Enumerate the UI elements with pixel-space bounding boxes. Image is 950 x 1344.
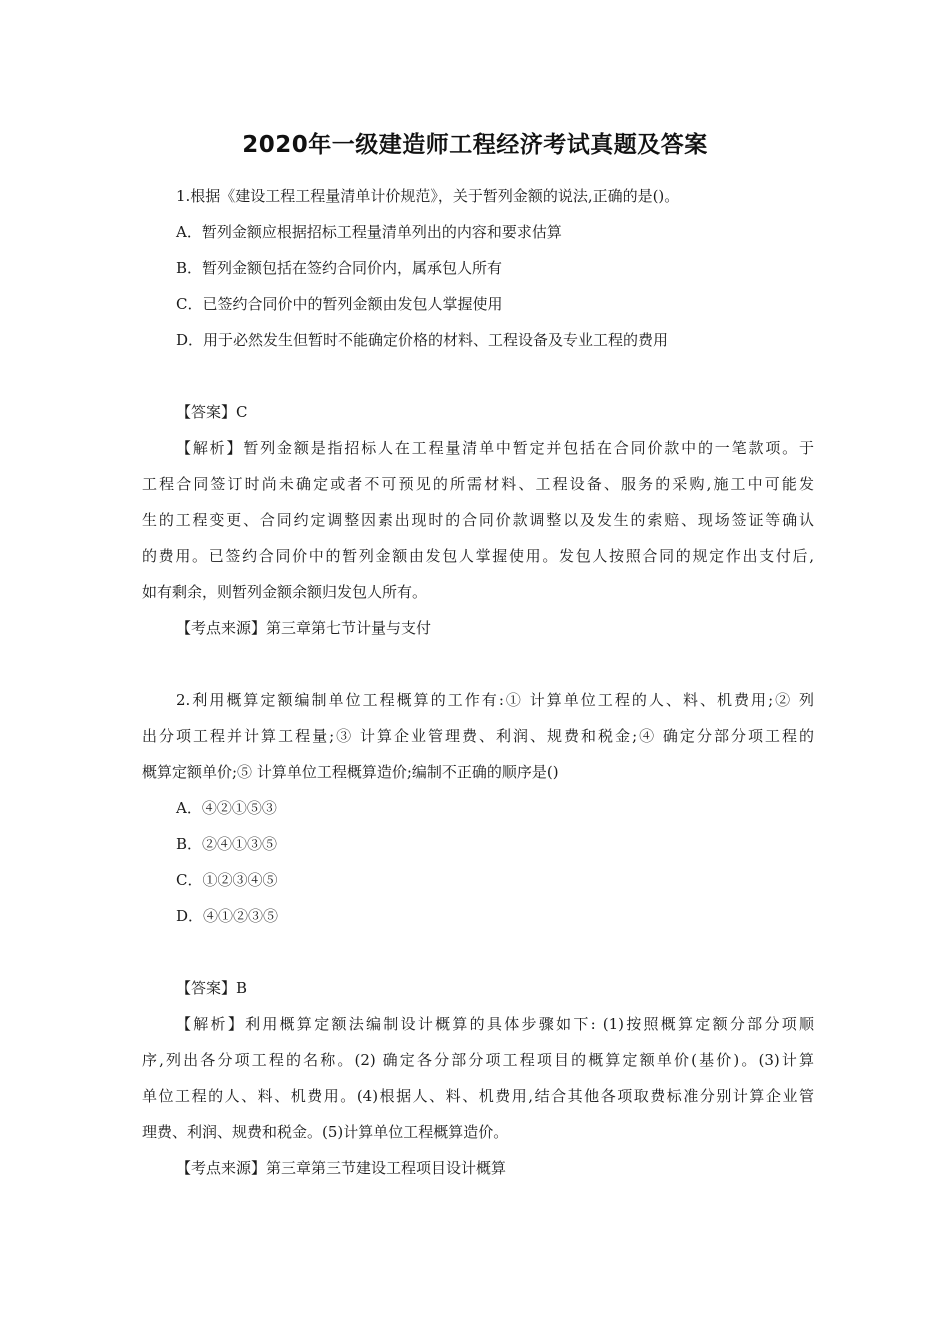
- q1-option-a: A．暂列金额应根据招标工程量清单列出的内容和要求估算: [176, 223, 562, 241]
- q2-analysis-line: 单位工程的人、料、机费用。(4)根据人、料、机费用,结合其他各项取费标准分别计算企业管: [142, 1087, 814, 1105]
- q2-answer: 【答案】B: [176, 979, 248, 997]
- q1-option-c: C．已签约合同价中的暂列金额由发包人掌握使用: [176, 295, 503, 313]
- q2-option-c: C．①②③④⑤: [176, 871, 278, 889]
- q1-source: 【考点来源】第三章第七节计量与支付: [176, 619, 432, 637]
- q2-option-d: D．④①②③⑤: [176, 907, 279, 925]
- q1-answer: 【答案】C: [176, 403, 248, 421]
- q1-option-b: B．暂列金额包括在签约合同价内，属承包人所有: [176, 259, 503, 277]
- q2-stem-line: 概算定额单价;⑤ 计算单位工程概算造价;编制不正确的顺序是(): [142, 763, 559, 781]
- q2-option-a: A．④②①⑤③: [176, 799, 277, 817]
- q1-analysis-line: 生的工程变更、合同约定调整因素出现时的合同价款调整以及发生的索赔、现场签证等确认: [142, 511, 814, 529]
- q2-source: 【考点来源】第三章第三节建设工程项目设计概算: [176, 1159, 507, 1177]
- q1-analysis-line: 如有剩余，则暂列金额余额归发包人所有。: [142, 583, 428, 601]
- q1-analysis-line: 的费用。已签约合同价中的暂列金额由发包人掌握使用。发包人按照合同的规定作出支付后,: [142, 547, 814, 565]
- q2-stem-line: 出分项工程并计算工程量;③ 计算企业管理费、利润、规费和税金;④ 确定分部分项工程的: [142, 727, 814, 745]
- q1-stem: 1.根据《建设工程工程量清单计价规范》，关于暂列金额的说法,正确的是()。: [176, 187, 680, 205]
- q2-analysis-line: 理费、利润、规费和税金。(5)计算单位工程概算造价。: [142, 1123, 509, 1141]
- q1-analysis-line: 工程合同签订时尚未确定或者不可预见的所需材料、工程设备、服务的采购,施工中可能发: [142, 475, 814, 493]
- page-title: 2020年一级建造师工程经济考试真题及答案: [242, 132, 708, 158]
- q2-analysis-line: 【解析】利用概算定额法编制设计概算的具体步骤如下: (1)按照概算定额分部分项顺: [176, 1015, 814, 1033]
- q1-analysis-line: 【解析】暂列金额是指招标人在工程量清单中暂定并包括在合同价款中的一笔款项。于: [176, 439, 814, 457]
- q2-analysis-line: 序,列出各分项工程的名称。(2) 确定各分部分项工程项目的概算定额单价(基价)。(3)计算: [142, 1051, 814, 1069]
- q1-option-d: D．用于必然发生但暂时不能确定价格的材料、工程设备及专业工程的费用: [176, 331, 669, 349]
- q2-option-b: B．②④①③⑤: [176, 835, 278, 853]
- q2-stem-line: 2.利用概算定额编制单位工程概算的工作有:① 计算单位工程的人、料、机费用;② 列: [176, 691, 814, 709]
